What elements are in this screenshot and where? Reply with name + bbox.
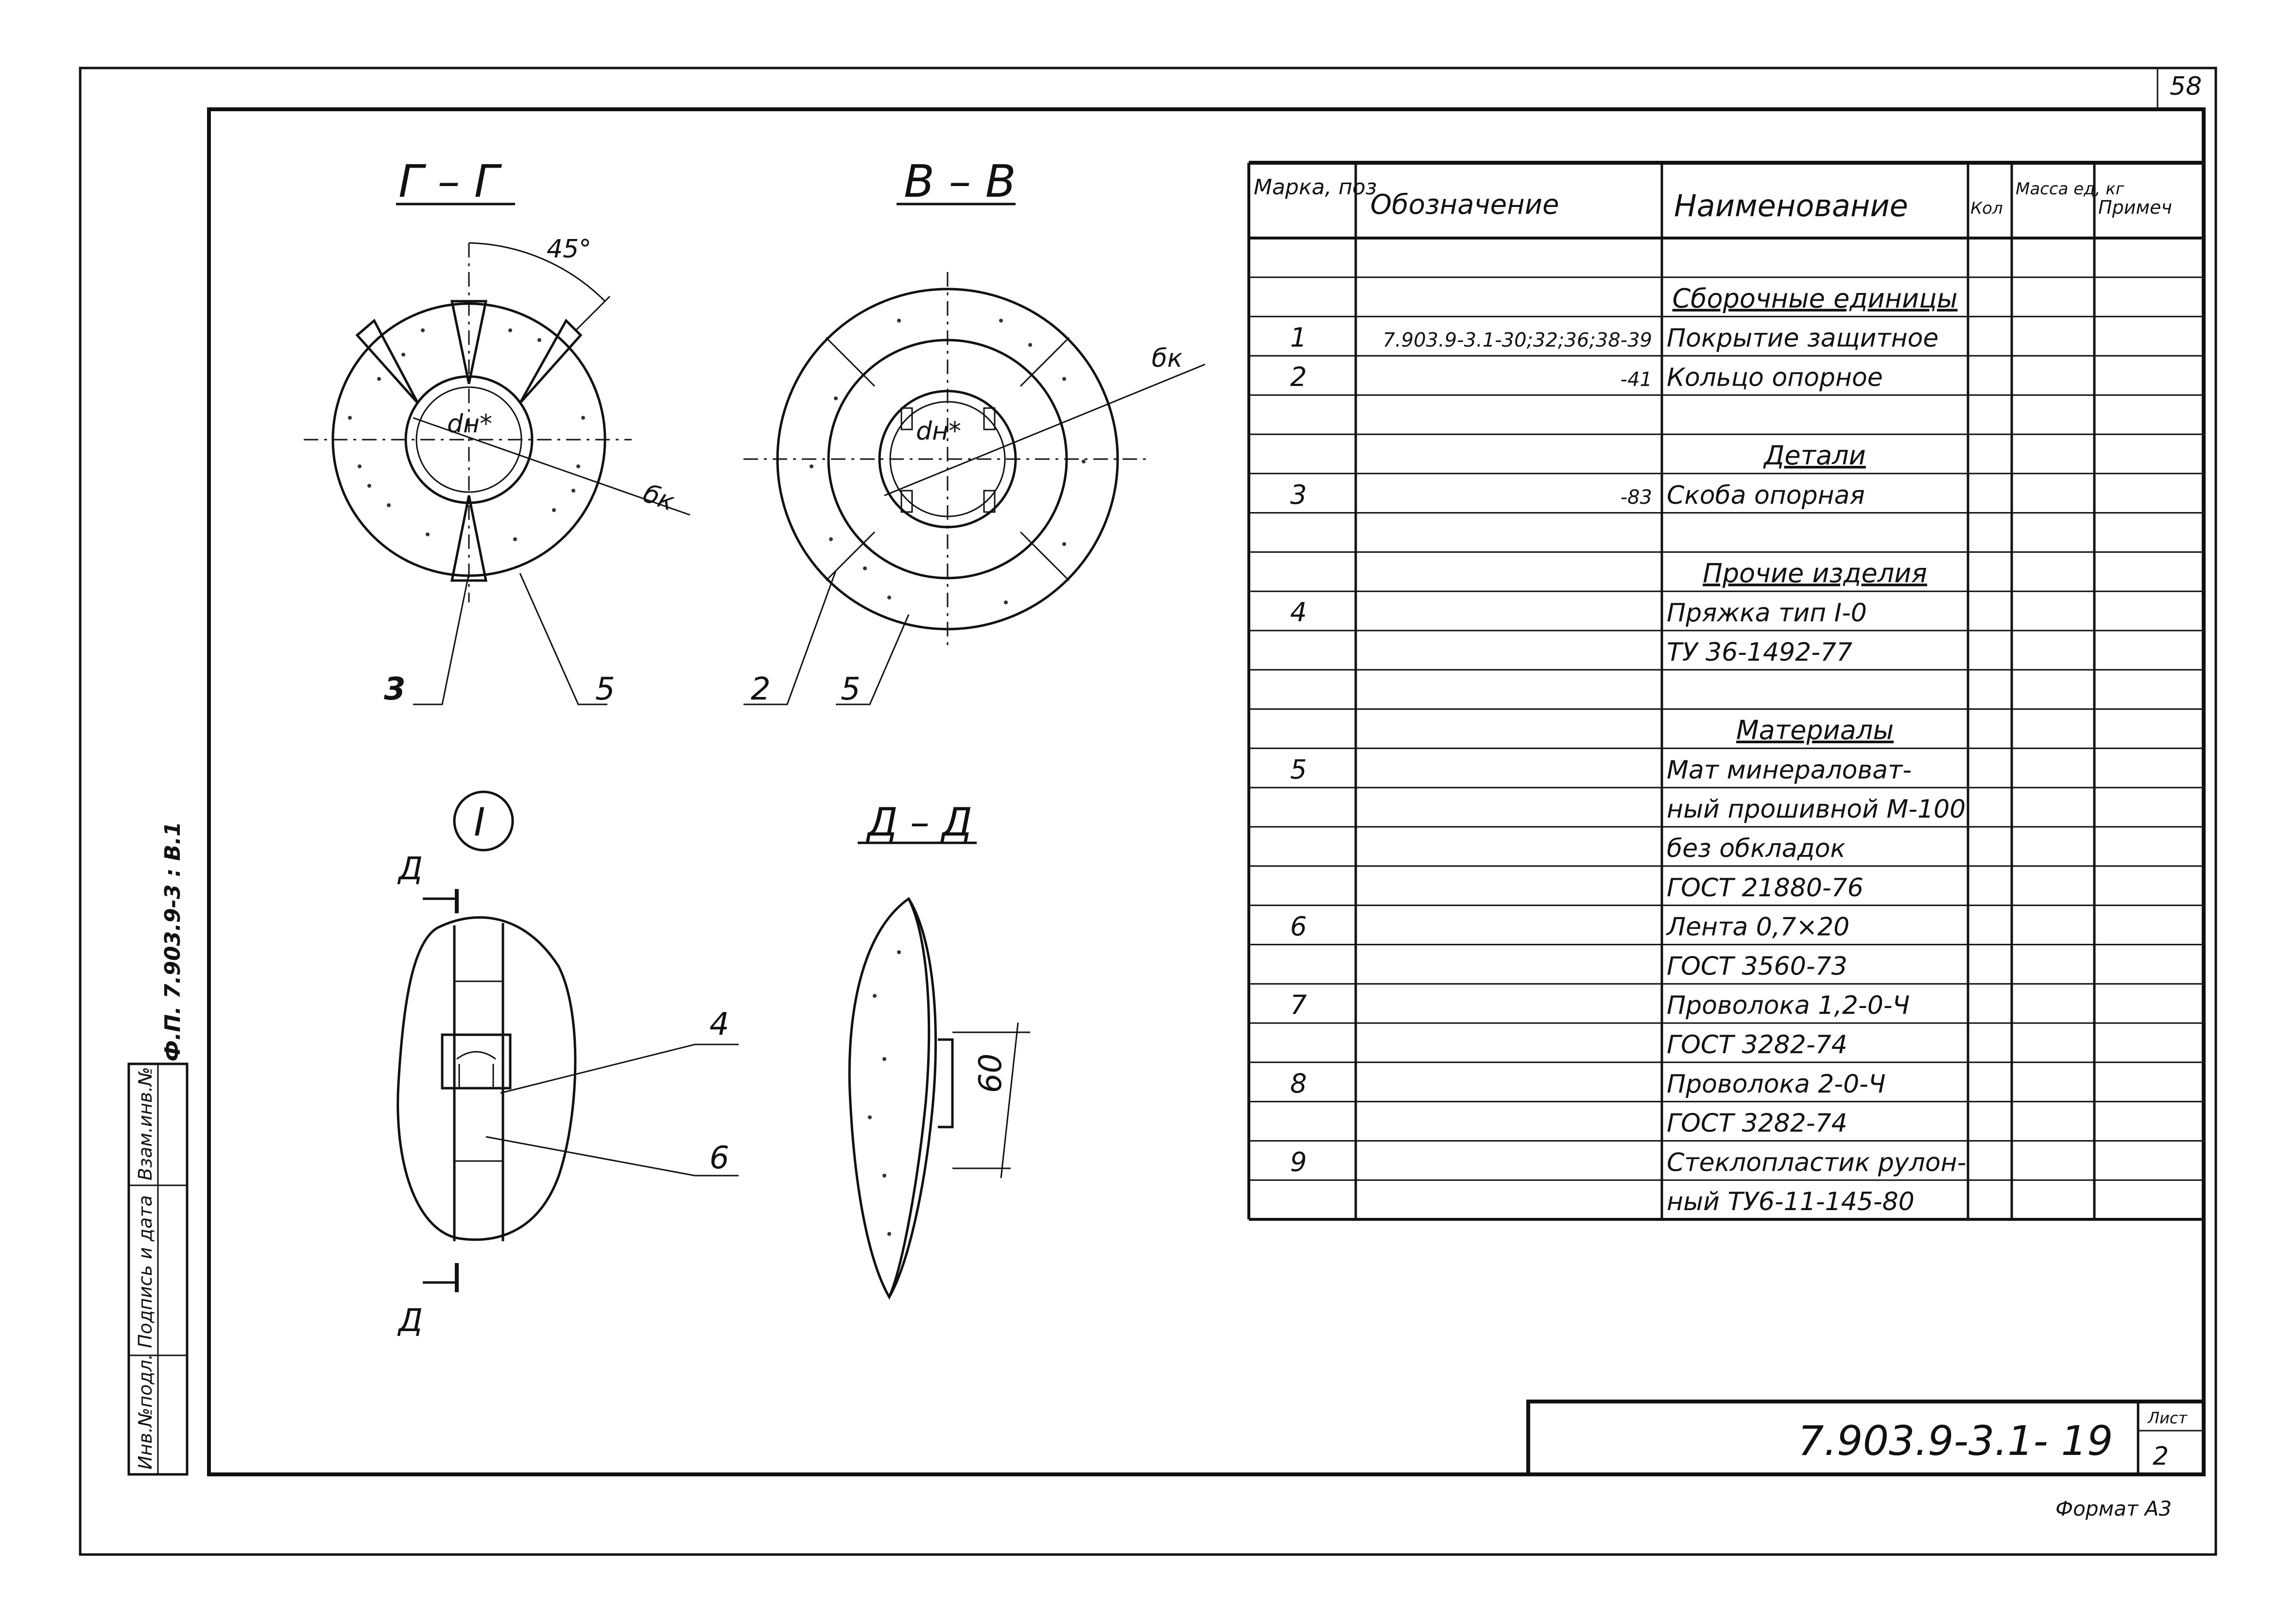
detail-i-view bbox=[397, 792, 739, 1339]
row-pos: 9 bbox=[1290, 1146, 1307, 1178]
sheet-label: Лист bbox=[2148, 1409, 2188, 1427]
row-name: Проволока 1,2-0-Ч bbox=[1667, 991, 1910, 1021]
row-name: ГОСТ 3282-74 bbox=[1667, 1109, 1847, 1138]
row-name: ГОСТ 21880-76 bbox=[1667, 873, 1864, 903]
header-name: Наименование bbox=[1674, 188, 1908, 223]
stamp-code: Ф.П. 7.903.9-3 : В.1 bbox=[160, 821, 185, 1061]
section-v-title: В – В bbox=[904, 155, 1016, 207]
row-name: Проволока 2-0-Ч bbox=[1667, 1069, 1886, 1099]
header-code: Обозначение bbox=[1370, 189, 1559, 221]
section-d-view bbox=[849, 800, 1030, 1297]
row-name: без обкладок bbox=[1667, 834, 1846, 863]
inner-frame bbox=[209, 109, 2204, 1474]
header-qty: Кол bbox=[1970, 199, 2003, 218]
row-name: Стеклопластик рулон- bbox=[1667, 1148, 1967, 1178]
pos-label-3: 3 bbox=[384, 671, 406, 707]
row-pos: 4 bbox=[1290, 597, 1307, 628]
row-code: 7.903.9-3.1-30;32;36;38-39 bbox=[1382, 329, 1652, 352]
row-section-title: Материалы bbox=[1736, 715, 1894, 746]
row-section-title: Детали bbox=[1764, 440, 1866, 471]
section-g-title: Г – Г bbox=[398, 155, 499, 207]
dn-label: dн* bbox=[447, 410, 493, 439]
stamp-replace-label: Взам.инв.№ bbox=[135, 1067, 156, 1180]
row-pos: 3 bbox=[1290, 479, 1307, 510]
specification-table bbox=[1249, 163, 2204, 1219]
angle-label: 45° bbox=[547, 235, 592, 264]
section-d-title: Д – Д bbox=[867, 800, 972, 845]
section-g-view bbox=[304, 155, 690, 707]
row-pos: 5 bbox=[1290, 754, 1307, 785]
row-code: -41 bbox=[1620, 368, 1652, 391]
row-name: ГОСТ 3560-73 bbox=[1667, 952, 1847, 981]
header-pos: Марка, поз bbox=[1254, 175, 1377, 200]
sheet-number: 2 bbox=[2153, 1442, 2169, 1471]
row-name: Лента 0,7×20 bbox=[1667, 912, 1850, 942]
cut-mark-bottom: Д bbox=[398, 1303, 423, 1339]
format-label: Формат А3 bbox=[2055, 1497, 2172, 1521]
row-pos: 6 bbox=[1290, 911, 1307, 942]
row-name: ТУ 36-1492-77 bbox=[1667, 638, 1853, 667]
sheet-corner-number: 58 bbox=[2170, 72, 2202, 101]
row-pos: 1 bbox=[1290, 322, 1307, 353]
detail-label: I bbox=[474, 800, 485, 845]
row-name: Кольцо опорное bbox=[1667, 363, 1883, 393]
stamp-inv-label: Инв.№подл. bbox=[135, 1353, 156, 1470]
row-name: ный ТУ6-11-145-80 bbox=[1667, 1187, 1915, 1217]
pos-label-6: 6 bbox=[709, 1140, 729, 1176]
header-mass: Масса ед, кг bbox=[2016, 179, 2124, 199]
side-stamp bbox=[129, 821, 187, 1474]
row-name: ный прошивной М-100 bbox=[1667, 795, 1966, 824]
dk-label-v: бк bbox=[1152, 344, 1183, 373]
document-code: 7.903.9-3.1- 19 bbox=[1798, 1417, 2113, 1465]
row-section-title: Сборочные единицы bbox=[1672, 283, 1958, 314]
row-name: Скоба опорная bbox=[1667, 480, 1865, 510]
cut-mark-top: Д bbox=[398, 851, 423, 887]
title-block bbox=[1528, 1402, 2204, 1521]
row-name: ГОСТ 3282-74 bbox=[1667, 1030, 1847, 1060]
row-name: Пряжка тип I-0 bbox=[1667, 598, 1867, 628]
dim-60: 60 bbox=[973, 1053, 1009, 1093]
section-v-view bbox=[743, 155, 1205, 707]
pos-label-2: 2 bbox=[751, 671, 771, 707]
stamp-sign-label: Подпись и дата bbox=[135, 1195, 156, 1348]
dk-label: бк bbox=[639, 479, 678, 517]
row-pos: 2 bbox=[1290, 361, 1307, 393]
dn-label-v: dн* bbox=[916, 417, 962, 446]
pos-label-5: 5 bbox=[595, 671, 615, 707]
pos-label-5-v: 5 bbox=[841, 671, 861, 707]
row-name: Мат минераловат- bbox=[1667, 755, 1912, 785]
header-note: Примеч bbox=[2098, 197, 2172, 218]
row-code: -83 bbox=[1620, 486, 1652, 509]
row-name: Покрытие защитное bbox=[1667, 324, 1939, 353]
row-section-title: Прочие изделия bbox=[1703, 558, 1927, 589]
row-pos: 7 bbox=[1290, 990, 1307, 1021]
pos-label-4: 4 bbox=[709, 1007, 729, 1043]
row-pos: 8 bbox=[1290, 1068, 1307, 1099]
